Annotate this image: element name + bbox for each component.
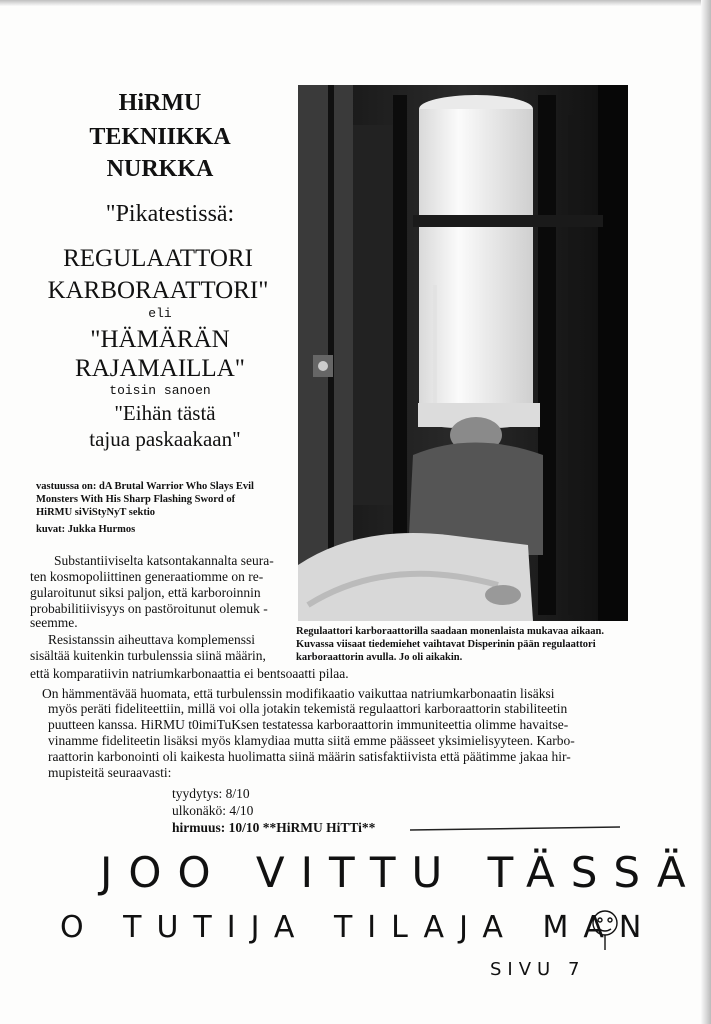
credits-line: vastuussa on: dA Brutal Warrior Who Slays Evil (36, 481, 254, 492)
body-line: ten kosmopoliittinen generaatiomme on re- (30, 569, 264, 584)
score-hirmuus: hirmuus: 10/10 **HiRMU HiTTi** (172, 820, 376, 835)
body-line: että komparatiivin natriumkarbonaattia ei bentsoaatti pilaa. (30, 666, 349, 681)
body-line: Resistanssin aiheuttava komplemenssi (48, 632, 255, 647)
handwriting-line-2: O TUTIJA TILAJA MAN (60, 910, 657, 945)
body-line: probabilitiivisyys on pastöroitunut olemuk - (30, 601, 268, 616)
caption-line: Regulaattori karboraattorilla saadaan monenlaista mukavaa aikaan. (296, 626, 605, 637)
body-line: On hämmentävää huomata, että turbulenssin modifikaatio vaikuttaa natriumkarbonaatin lisäksi (42, 686, 555, 701)
body-line: seemme. (30, 615, 78, 630)
subtitle-line-2: RAJAMAILLA" (75, 355, 245, 382)
body-line: gularoitunut siksi paljon, että karboroinnin (30, 585, 261, 600)
photo-caption (296, 625, 636, 664)
page-number-note: SIVU 7 (490, 959, 586, 980)
brand-line-1: HiRMU (118, 90, 202, 116)
photo-illustration (298, 85, 628, 621)
handwritten-note (60, 825, 702, 1015)
body-line: puutteen kanssa. HiRMU t0imiTuKsen testatessa karboraattorin immuniteettia olimme havaitse- (48, 717, 569, 732)
scan-edge-right (701, 0, 711, 1024)
quote-line-2: tajua paskaakaan" (89, 427, 241, 451)
regulator-photo (298, 85, 628, 621)
eli-label: eli (148, 306, 172, 321)
caption-line: Kuvassa viisaat tiedemiehet vaihtavat Disperinin pään regulaattori (296, 639, 596, 650)
body-line: sisältää kuitenkin turbulenssia siinä määrin, (30, 648, 266, 663)
body-line: raattorin karbonointi oli kaikesta huolimatta siinä määrin satisfaktiivista että päätimme jakaa hir- (48, 749, 571, 764)
credits-block (36, 480, 298, 536)
scan-edge-top (0, 0, 711, 6)
quote-line-1: "Eihän tästä (114, 401, 216, 425)
credits-line: kuvat: Jukka Hurmos (36, 524, 136, 535)
score-tyydytys: tyydytys: 8/10 (172, 786, 250, 801)
body-line: Substantiiviselta katsontakannalta seura- (54, 553, 274, 568)
title-line-1: REGULAATTORI (63, 245, 253, 272)
brand-line-2: TEKNIIKKA (89, 124, 231, 150)
handwriting-line-1: JOO VITTU TÄSSÄ (100, 848, 702, 897)
credits-line: Monsters With His Sharp Flashing Sword of (36, 494, 236, 505)
title-line-2: KARBORAATTORI" (47, 277, 269, 304)
body-line: mupisteitä seuraavasti: (48, 765, 172, 780)
brand-line-3: NURKKA (106, 156, 214, 182)
subtitle-line-1: "HÄMÄRÄN (90, 326, 230, 353)
caption-line: karboraattorin avulla. Jo oli aikakin. (296, 652, 463, 663)
body-line: myös peräti fideliteettiin, millä voi olla jotakin tekemistä regulaattori karboraattorin stabiliteetin (48, 701, 568, 716)
credits-line: HiRMU siViStyNyT sektio (36, 507, 156, 518)
body-line: vinamme fideliteetin lisäksi myös klamydiaa mutta siitä emme päässeet yksimielisyyteen. Karbo- (48, 733, 575, 748)
score-ulkonako: ulkonäkö: 4/10 (172, 803, 254, 818)
toisin-label: toisin sanoen (109, 383, 211, 398)
pikatest-label: "Pikatestissä: (105, 201, 235, 227)
